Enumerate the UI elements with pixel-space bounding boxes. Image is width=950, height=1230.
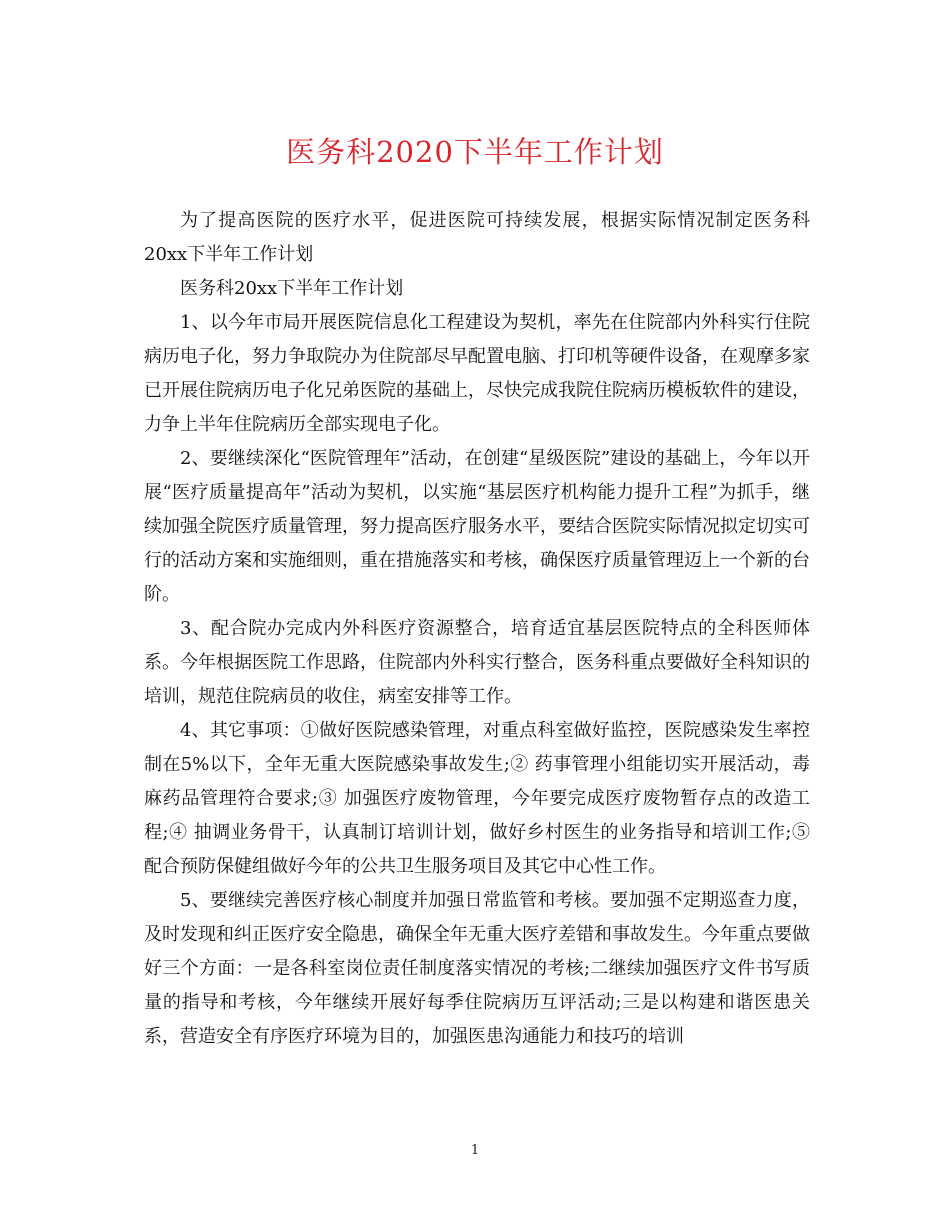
paragraph-item-5: 5、要继续完善医疗核心制度并加强日常监管和考核。要加强不定期巡查力度，及时发现和纠正医疗安全隐患，确保全年无重大医疗差错和事故发生。今年重点要做好三个方面：一是各科室岗位责任制度落实情况的考核;二继续加强医疗文件书写质量的指导和考核，今年继续开展好每季住院病历互评活动;三是以构建和谐医患关系，营造安全有序医疗环境为目的，加强医患沟通能力和技巧的培训 — [144, 890, 810, 1047]
paragraph-item-4: 4、其它事项：①做好医院感染管理，对重点科室做好监控，医院感染发生率控制在5%以下，全年无重大医院感染事故发生;② 药事管理小组能切实开展活动，毒麻药品管理符合要求;③ 加强医疗废物管理，今年要完成医疗废物暂存点的改造工程;④ 抽调业务骨干，认真制订培训计划，做好乡村医生的业务指导和培训工作;⑤ 配合预防保健组做好今年的公共卫生服务项目及其它中心性工作。 — [144, 720, 810, 877]
paragraph-subtitle: 医务科20xx下半年工作计划 — [180, 278, 404, 299]
paragraph-item-1: 1、以今年市局开展医院信息化工程建设为契机，率先在住院部内外科实行住院病历电子化，努力争取院办为住院部尽早配置电脑、打印机等硬件设备，在观摩多家已开展住院病历电子化兄弟医院的基础上，尽快完成我院住院病历模板软件的建设，力争上半年住院病历全部实现电子化。 — [144, 312, 810, 435]
document-body — [144, 204, 810, 1054]
paragraph-item-3: 3、配合院办完成内外科医疗资源整合，培育适宜基层医院特点的全科医师体系。今年根据医院工作思路，住院部内外科实行整合，医务科重点要做好全科知识的培训，规范住院病员的收住，病室安排等工作。 — [144, 618, 810, 707]
page-number: 1 — [470, 1143, 480, 1158]
paragraph-intro: 为了提高医院的医疗水平，促进医院可持续发展，根据实际情况制定医务科20xx下半年工作计划 — [144, 210, 810, 265]
paragraph-item-2: 2、要继续深化“医院管理年”活动，在创建“星级医院”建设的基础上，今年以开展“医疗质量提高年”活动为契机，以实施“基层医疗机构能力提升工程”为抓手，继续加强全院医疗质量管理，努力提高医疗服务水平，要结合医院实际情况拟定切实可行的活动方案和实施细则，重在措施落实和考核，确保医疗质量管理迈上一个新的台阶。 — [144, 448, 810, 605]
document-title: 医务科2020下半年工作计划 — [286, 135, 664, 169]
